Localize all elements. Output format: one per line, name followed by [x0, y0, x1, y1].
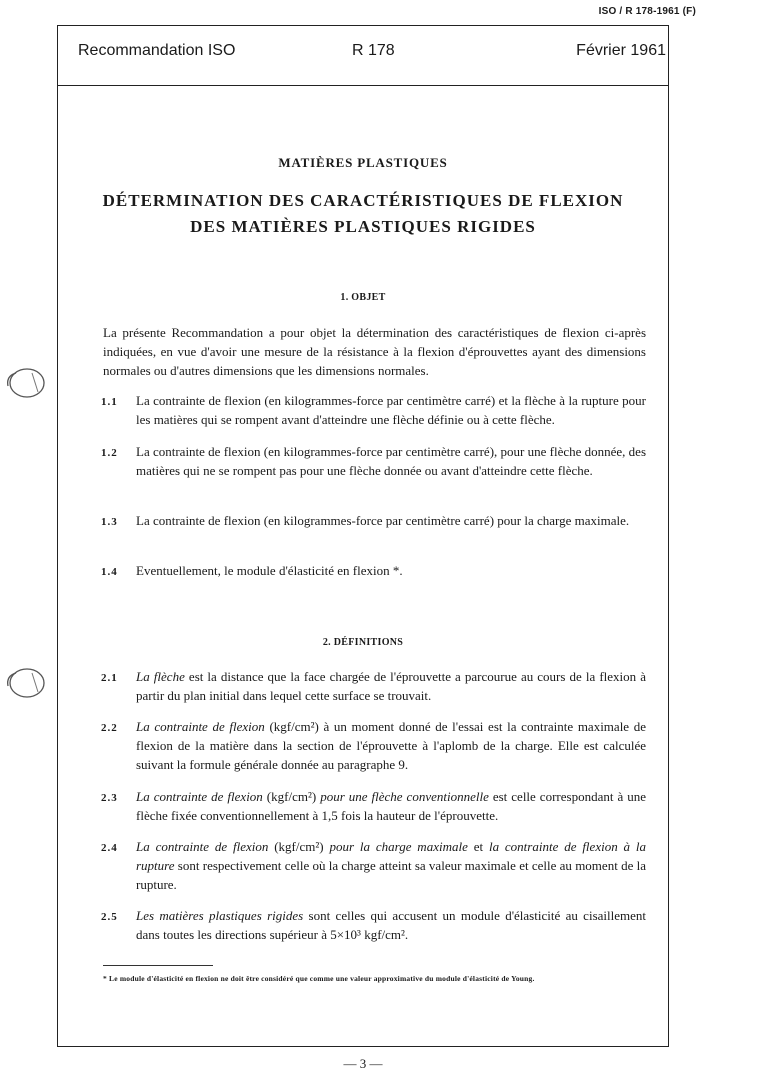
- document-title: [57, 188, 669, 240]
- title-line-1: DÉTERMINATION DES CARACTÉRISTIQUES DE FLEXION: [102, 191, 624, 210]
- item-number: 2.5: [101, 911, 118, 923]
- definition-text: [136, 837, 646, 894]
- title-line-2: DES MATIÈRES PLASTIQUES RIGIDES: [190, 217, 536, 236]
- definition-body: (kgf/cm²): [268, 839, 330, 854]
- item-number: 1.1: [101, 396, 118, 408]
- definition-term: pour la charge maximale: [329, 839, 468, 854]
- footnote: * Le module d'élasticité en flexion ne doit être considéré que comme une valeur approximative du module d'élasticité de Young.: [103, 974, 535, 983]
- item-number: 2.1: [101, 672, 118, 684]
- definition-body: et: [467, 839, 489, 854]
- definition-term: la contrainte de flexion à la rupture: [136, 839, 647, 873]
- item-number: 2.4: [101, 842, 118, 854]
- definition-term: La flèche: [136, 669, 185, 684]
- definition-text: [136, 906, 646, 944]
- definition-text: [136, 717, 646, 774]
- definition-body: (kgf/cm²): [262, 789, 321, 804]
- punch-hole-icon: [2, 664, 48, 702]
- punch-hole-icon: [2, 364, 48, 402]
- header-center: R 178: [352, 42, 395, 59]
- header-divider: [57, 85, 669, 86]
- item-number: 1.4: [101, 566, 118, 578]
- definition-term: pour une flèche conventionnelle: [320, 789, 489, 804]
- item-text: La contrainte de flexion (en kilogrammes-force par centimètre carré) pour la charge maximale.: [136, 513, 630, 528]
- definition-text: [136, 667, 646, 705]
- definition-body: sont respectivement celle où la charge atteint sa valeur maximale et celle au moment de la rupture.: [136, 858, 646, 892]
- definition-text: [136, 787, 646, 825]
- section-2-heading: 2. DÉFINITIONS: [322, 637, 404, 648]
- header-left: Recommandation ISO: [78, 42, 236, 59]
- item-number: 2.2: [101, 722, 118, 734]
- item-number: 1.3: [101, 516, 118, 528]
- definition-body: est la distance que la face chargée de l'éprouvette a parcourue au cours de la flexion à partir du plan initial dans lequel cette surface se trouvait.: [136, 669, 646, 703]
- item-number: 1.2: [101, 447, 118, 459]
- definition-term: La contrainte de flexion: [136, 789, 263, 804]
- document-code: ISO / R 178-1961 (F): [598, 6, 696, 17]
- definition-term: La contrainte de flexion: [136, 719, 265, 734]
- definition-term: La contrainte de flexion: [136, 839, 269, 854]
- definition-term: Les matières plastiques rigides: [136, 908, 304, 923]
- item-text: Eventuellement, le module d'élasticité en flexion *.: [136, 563, 403, 578]
- section-1-heading: 1. OBJET: [340, 292, 386, 303]
- section-1-intro: La présente Recommandation a pour objet la détermination des caractéristiques de flexion ci-après indiquées, en vue d'avoir une mesure de la résistance à la flexion d'éprouvettes ayant des dimensions normales ou d'autres dimensions que les dimensions normales.: [103, 325, 646, 378]
- definition-body: est celle correspondant à une flèche fixée conventionnellement à 1,5 fois la hauteur de l'éprouvette.: [136, 789, 646, 823]
- definition-body: sont celles qui accusent un module d'élasticité au cisaillement dans toutes les directions supérieur à 5×10³ kgf/cm².: [136, 908, 646, 942]
- item-text: La contrainte de flexion (en kilogrammes-force par centimètre carré), pour une flèche donnée, des matières qui ne se rompent pas pour une flèche donnée ou avant d'atteindre cette flèche.: [136, 444, 647, 478]
- item-text: La contrainte de flexion (en kilogrammes-force par centimètre carré) et la flèche à la rupture pour les matières qui se rompent avant d'atteindre une flèche définie ou à cette flèche.: [136, 393, 646, 427]
- header-right: Février 1961: [576, 42, 666, 59]
- item-number: 2.3: [101, 792, 118, 804]
- footnote-rule: [103, 965, 213, 966]
- page-number: — 3 —: [343, 1056, 383, 1071]
- document-subtitle: MATIÈRES PLASTIQUES: [278, 155, 448, 170]
- definition-body: (kgf/cm²) à un moment donné de l'essai est la contrainte maximale de flexion de la matière dans la section de l'éprouvette à l'aplomb de la charge. Elle est calculée suivant la formule générale donnée au paragraphe 9.: [136, 719, 646, 772]
